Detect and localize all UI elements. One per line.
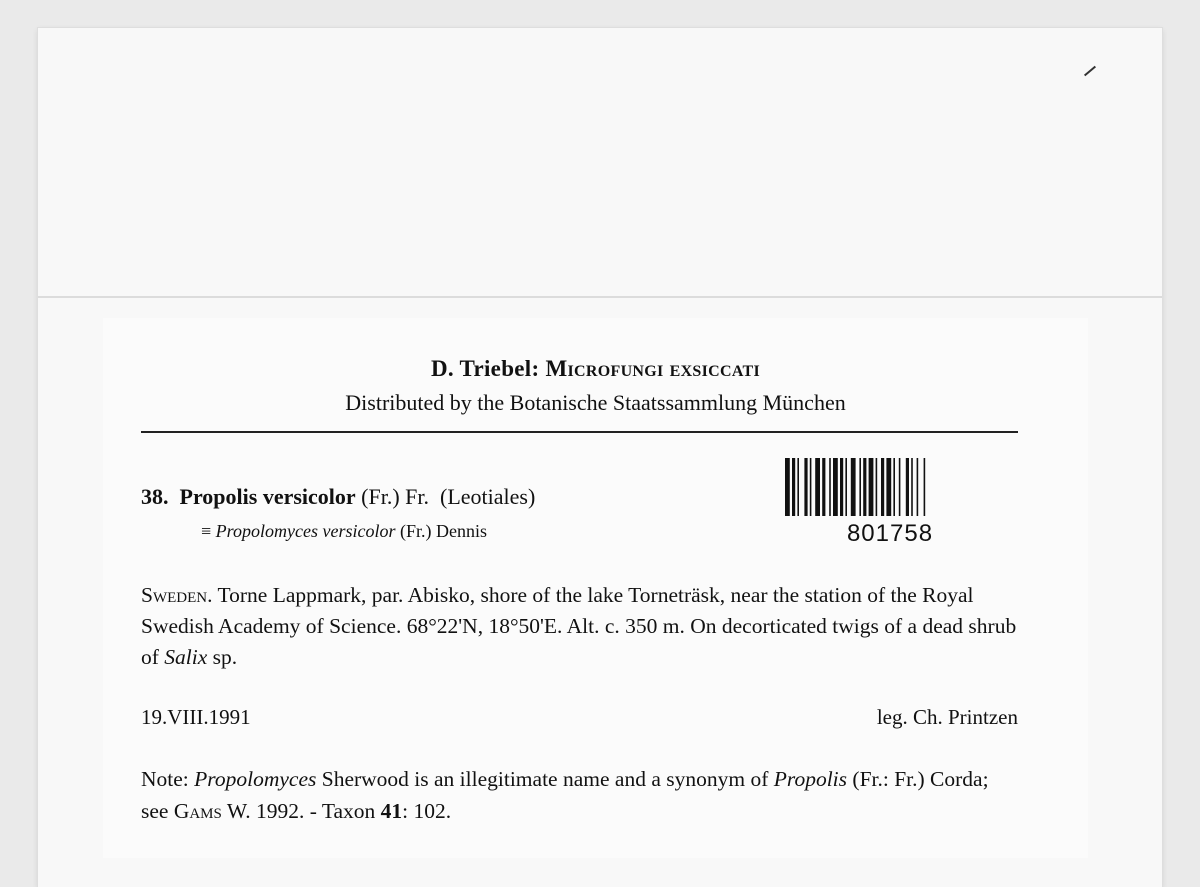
collection-date: 19.VIII.1991 xyxy=(141,705,251,729)
barcode-bar xyxy=(792,458,795,516)
collector: leg. Ch. Printzen xyxy=(876,705,1018,729)
series-title-prefix: D. Triebel: xyxy=(430,356,546,381)
synonym-symbol: ≡ xyxy=(201,521,212,541)
series-title-main: Microfungi exsiccati xyxy=(545,356,761,381)
barcode-bar xyxy=(815,458,820,516)
barcode-bar xyxy=(906,458,909,516)
host-suffix: sp. xyxy=(212,645,238,669)
synonym-line xyxy=(201,521,487,542)
barcode-bar xyxy=(785,458,790,516)
note-label: Note: xyxy=(141,767,189,791)
barcode-bar xyxy=(829,458,831,516)
barcode-bar xyxy=(810,458,812,516)
note-volume: 41 xyxy=(380,799,403,823)
header-divider xyxy=(141,431,1018,433)
note-text-3: W. 1992. - Taxon xyxy=(226,799,376,823)
taxonomic-note xyxy=(141,763,1021,827)
barcode-bars xyxy=(785,458,993,516)
note-genus-2: Propolis xyxy=(773,767,848,791)
barcode-bar xyxy=(840,458,843,516)
barcode-bar xyxy=(886,458,891,516)
barcode-bar xyxy=(917,458,919,516)
envelope-flap-fold xyxy=(38,296,1162,298)
barcode-bar xyxy=(797,458,799,516)
species-authority: (Fr.) Fr. xyxy=(361,484,430,509)
barcode-bar xyxy=(869,458,874,516)
locality-text xyxy=(141,580,1021,673)
order-name: (Leotiales) xyxy=(440,484,536,509)
note-pages: : 102. xyxy=(402,799,452,823)
barcode-number: 801758 xyxy=(846,520,934,547)
locality-description: Torne Lappmark, par. Abisko, shore of the lake Torneträsk, near the station of the Royal Swedish Academy of Science. 68°22'N, 18°50'E. Alt. c. 350 m. On decorticated twigs of a dead shrub of xyxy=(141,583,1017,669)
barcode-bar xyxy=(893,458,895,516)
barcode-bar xyxy=(899,458,901,516)
note-ref-author: Gams xyxy=(173,799,222,823)
barcode-bar xyxy=(881,458,884,516)
synonym-name: Propolomyces versicolor xyxy=(215,521,396,541)
locality-country: Sweden. xyxy=(141,583,213,607)
taxon-line xyxy=(141,484,535,510)
synonym-authority: (Fr.) Dennis xyxy=(399,521,487,541)
barcode xyxy=(781,452,999,552)
barcode-bar xyxy=(804,458,807,516)
barcode-bar xyxy=(863,458,866,516)
barcode-bar xyxy=(859,458,861,516)
barcode-bar xyxy=(845,458,847,516)
species-name: Propolis versicolor xyxy=(179,484,356,509)
barcode-bar xyxy=(833,458,838,516)
distributor-line: Distributed by the Botanische Staatssammlung München xyxy=(345,390,846,415)
barcode-bar xyxy=(822,458,825,516)
exsiccata-number: 38. xyxy=(141,484,169,509)
host-genus: Salix xyxy=(164,645,208,669)
barcode-bar xyxy=(924,458,926,516)
note-text-1: Sherwood is an illegitimate name and a synonym of xyxy=(321,767,769,791)
barcode-bar xyxy=(911,458,913,516)
barcode-bar xyxy=(851,458,856,516)
note-genus: Propolomyces xyxy=(194,767,317,791)
note-text-2: (Fr.: Fr.) Corda; see xyxy=(141,767,989,823)
series-title xyxy=(103,356,1088,382)
barcode-bar xyxy=(876,458,878,516)
herbarium-label xyxy=(103,318,1088,858)
